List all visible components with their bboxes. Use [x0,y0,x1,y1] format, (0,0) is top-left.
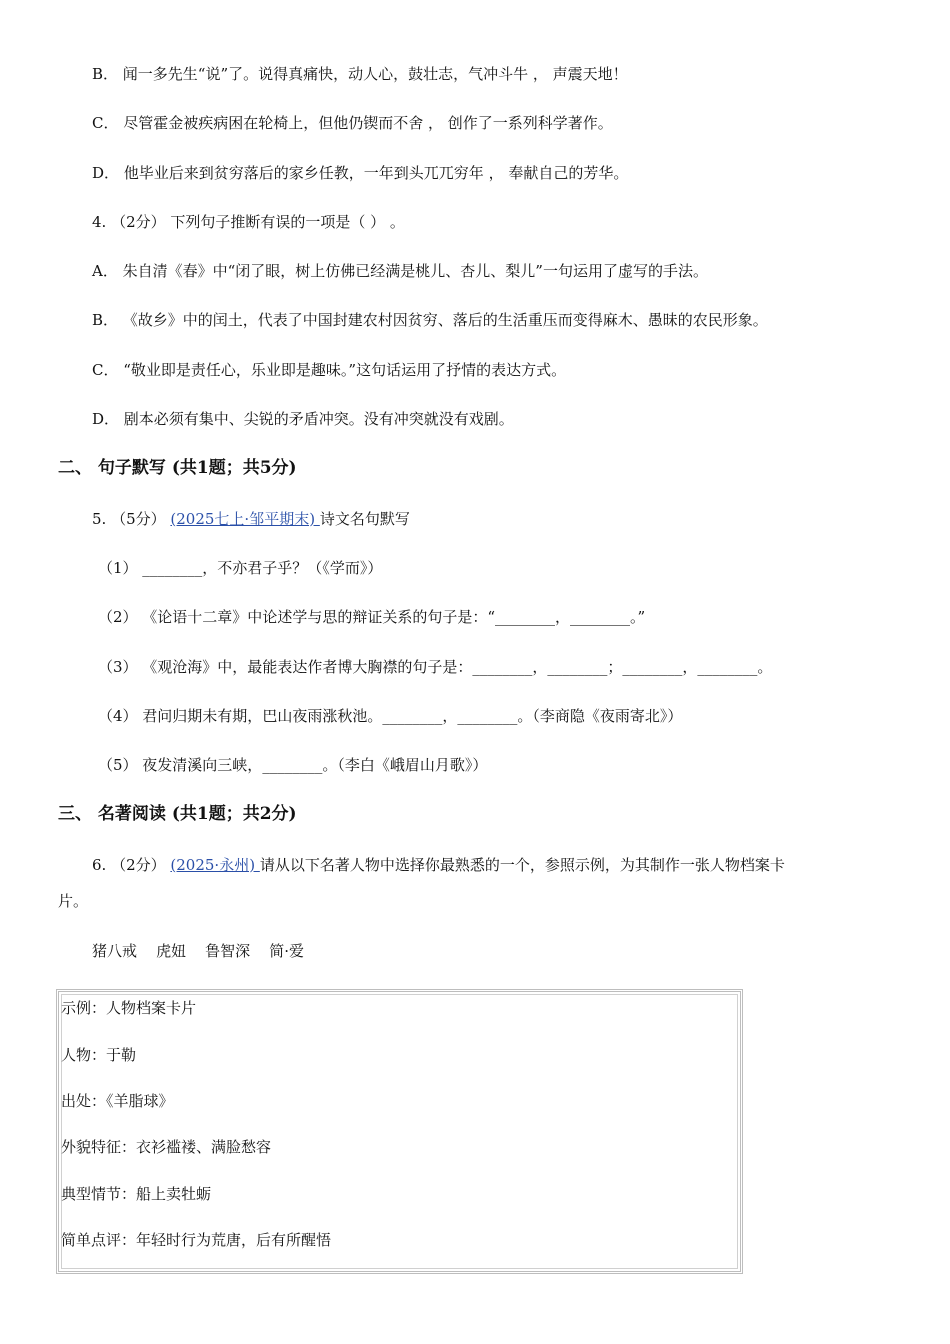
q5-item-3: （3） 《观沧海》中，最能表达作者博大胸襟的句子是：________，________；________，________。 [98,658,773,676]
q4-option-b: B． 《故乡》中的闰土，代表了中国封建农村因贫穷、落后的生活重压而变得麻木、愚昧的农民形象。 [92,311,768,329]
card-row-source: 出处：《羊脂球》 [61,1092,174,1110]
q6-text-continued: 片。 [58,892,89,910]
card-inner-border [61,994,738,1269]
q5-item-2: （2） 《论语十二章》中论述学与思的辩证关系的句子是：“________，________。” [98,608,646,626]
card-row-plot: 典型情节：船上卖牡蛎 [61,1185,212,1203]
q5-source-link[interactable]: (2025七上·邹平期末) [170,510,320,528]
card-row-title: 示例：人物档案卡片 [61,999,197,1017]
q3-option-b: B． 闻一多先生“说”了。说得真痛快，动人心，鼓壮志，气冲斗牛 ， 声震天地！ [92,65,628,83]
q6-characters: 猪八戒 虎妞 鲁智深 简·爱 [92,942,304,960]
q4-option-a: A． 朱自清《春》中“闭了眼，树上仿佛已经满是桃儿、杏儿、梨儿”一句运用了虚写的手法。 [92,262,708,280]
q4-option-c: C． “敬业即是责任心，乐业即是趣味。”这句话运用了抒情的表达方式。 [92,361,567,379]
q6-stem [92,854,785,876]
card-row-appearance: 外貌特征：衣衫褴褛、满脸愁容 [61,1138,272,1156]
q5-item-1: （1） ________，不亦君子乎？（《学而》） [98,559,383,577]
q6-text: 请从以下名著人物中选择你最熟悉的一个，参照示例，为其制作一张人物档案卡 [259,856,785,874]
q5-stem [92,508,410,530]
card-row-character: 人物：于勒 [61,1046,137,1064]
q3-option-c: C． 尽管霍金被疾病困在轮椅上，但他仍锲而不舍 ， 创作了一系列科学著作。 [92,114,613,132]
q5-text: 诗文名句默写 [319,510,410,528]
q5-item-4: （4） 君问归期未有期，巴山夜雨涨秋池。________，________。（李商隐《夜雨寄北》） [98,707,683,725]
character-card-example [56,989,743,1274]
q3-option-d: D． 他毕业后来到贫穷落后的家乡任教，一年到头兀兀穷年 ， 奉献自己的芳华。 [92,164,629,182]
q4-option-d: D． 剧本必须有集中、尖锐的矛盾冲突。没有冲突就没有戏剧。 [92,410,514,428]
q5-item-5: （5） 夜发清溪向三峡，________。（李白《峨眉山月歌》） [98,756,488,774]
q4-stem: 4. （2分） 下列句子推断有误的一项是（ ） 。 [92,213,405,231]
card-row-comment: 简单点评：年轻时行为荒唐，后有所醒悟 [61,1231,332,1249]
q6-prefix: 6. （2分） [92,856,166,874]
q6-source-link[interactable]: (2025·永州) [170,856,260,874]
q5-prefix: 5. （5分） [92,510,166,528]
section3-heading: 三、 名著阅读 (共1题；共2分) [58,804,297,824]
section2-heading: 二、 句子默写 (共1题；共5分) [58,458,297,478]
